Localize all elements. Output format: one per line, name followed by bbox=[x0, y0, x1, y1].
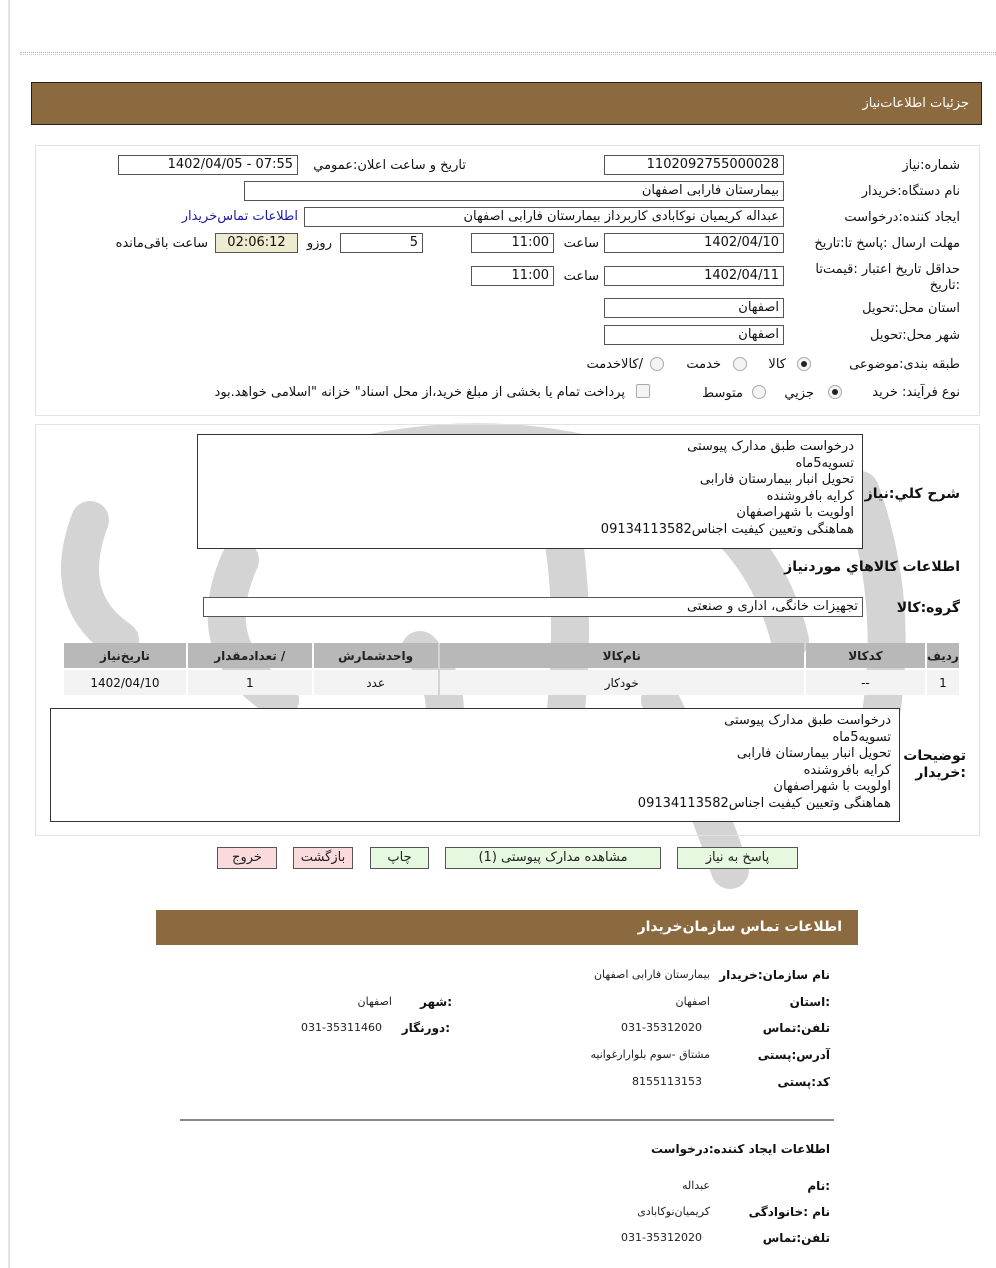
cell-unit: عدد bbox=[314, 670, 438, 695]
top-divider bbox=[20, 52, 996, 55]
province-label: استان محل:تحویل bbox=[862, 301, 960, 316]
col-date: تاریخ‌نیاز bbox=[64, 643, 186, 668]
city-label: شهر محل:تحویل bbox=[870, 328, 960, 343]
col-unit: واحدشمارش bbox=[314, 643, 438, 668]
days-label: روزو bbox=[306, 236, 332, 251]
print-button[interactable]: چاپ bbox=[370, 847, 429, 869]
buyer-city-label: :شهر bbox=[420, 995, 452, 1009]
validity-date-field[interactable]: 1402/04/11 bbox=[604, 266, 784, 286]
remaining-label: ساعت باقی‌مانده bbox=[115, 236, 208, 251]
col-name: نام‌کالا bbox=[440, 643, 804, 668]
validity-time-field[interactable]: 11:00 bbox=[471, 266, 554, 286]
buyer-notes-line: تسویه5ماه bbox=[832, 729, 891, 745]
buyer-fax-label: :دورنگار bbox=[401, 1021, 450, 1035]
treasury-payment-note: پرداخت تمام یا بخشی از مبلغ خرید،از محل اسناد" خزانه "اسلامی خواهد.بود bbox=[214, 385, 625, 400]
announce-label: تاریخ و ساعت اعلان:عمومي bbox=[313, 158, 466, 173]
buyer-notes-textarea[interactable] bbox=[50, 708, 900, 822]
process-label: نوع فرآیند: خرید bbox=[872, 385, 960, 400]
description-line: تسویه5ماه bbox=[795, 455, 854, 471]
table-row[interactable] bbox=[64, 670, 959, 695]
creator-last-name-label: نام :خانوادگی bbox=[748, 1205, 830, 1219]
remaining-timer: 02:06:12 bbox=[215, 233, 298, 253]
view-attachments-button[interactable]: مشاهده مدارک پیوستی (1) bbox=[445, 847, 661, 869]
goods-table bbox=[62, 641, 961, 697]
buyer-notes-line: درخواست طبق مدارک پیوستی bbox=[724, 713, 891, 728]
goods-group-field[interactable]: تجهیزات خانگی، اداری و صنعتی bbox=[203, 597, 863, 617]
cell-date: 1402/04/10 bbox=[64, 670, 186, 695]
buyer-org-field[interactable]: بیمارستان فارابی اصفهان bbox=[244, 181, 784, 201]
col-code: کدکالا bbox=[806, 643, 925, 668]
buyer-postal-value: 8155113153 bbox=[632, 1075, 702, 1088]
buyer-contact-link[interactable]: اطلاعات تماس‌خریدار bbox=[181, 209, 298, 224]
treasury-payment-checkbox[interactable] bbox=[636, 384, 650, 398]
process-radio-minor[interactable] bbox=[828, 385, 842, 399]
validity-label: حداقل تاریخ اعتبار :قیمت‌تا :تاریخ bbox=[815, 262, 960, 293]
buyer-city-value: اصفهان bbox=[357, 995, 392, 1008]
buyer-province-value: اصفهان bbox=[675, 995, 710, 1008]
creator-first-name-label: :نام bbox=[807, 1179, 830, 1193]
buyer-contact-header bbox=[156, 910, 858, 945]
cell-code: -- bbox=[806, 670, 925, 695]
process-radio-medium[interactable] bbox=[752, 385, 766, 399]
deadline-date-field[interactable]: 1402/04/10 bbox=[604, 233, 784, 253]
left-border bbox=[8, 0, 10, 1268]
description-line: درخواست طبق مدارک پیوستی bbox=[687, 439, 854, 454]
need-number-field[interactable]: 1102092755000028 bbox=[604, 155, 784, 175]
creator-last-name-value: کریمیان‌نوکابادی bbox=[637, 1205, 710, 1218]
col-row: ردیف bbox=[927, 643, 959, 668]
description-line: اولویت با شهراصفهان bbox=[736, 505, 854, 520]
buyer-notes-line: هماهنگی وتعیین کیفیت اجناس09134113582 bbox=[637, 795, 891, 811]
back-button[interactable]: بازگشت bbox=[293, 847, 353, 869]
description-textarea[interactable] bbox=[197, 434, 863, 549]
buyer-postal-label: کد:پستی bbox=[777, 1075, 830, 1089]
buyer-fax-value: 031-35311460 bbox=[301, 1021, 382, 1034]
buyer-org-name-value: بیمارستان فارابی اصفهان bbox=[593, 968, 710, 981]
description-line: کرایه بافروشنده bbox=[766, 488, 854, 504]
days-field[interactable]: 5 bbox=[340, 233, 423, 253]
goods-group-label: گروه:کالا bbox=[896, 600, 960, 616]
description-line: تحویل انبار بیمارستان فارابی bbox=[699, 472, 854, 487]
creator-info-title: اطلاعات ایجاد کننده:درخواست bbox=[650, 1142, 830, 1156]
description-line: هماهنگی وتعیین کیفیت اجناس09134113582 bbox=[600, 521, 854, 537]
page-header-title: جزئیات اطلاعات‌نیاز bbox=[862, 96, 969, 111]
announce-field[interactable]: 1402/04/05 - 07:55 bbox=[118, 155, 298, 175]
buyer-contact-title: اطلاعات تماس سازمان‌خریدار bbox=[637, 919, 842, 935]
creator-first-name-value: عبداله bbox=[682, 1179, 710, 1192]
category-radio-goods[interactable] bbox=[797, 357, 811, 371]
cell-name: خودکار bbox=[440, 670, 804, 695]
goods-section-title: اطلاعات کالاهاي موردنیاز bbox=[784, 559, 960, 575]
category-option-service: خدمت bbox=[686, 357, 721, 372]
buyer-notes-line: کرایه بافروشنده bbox=[803, 762, 891, 778]
buyer-address-label: آدرس:پستی bbox=[757, 1048, 830, 1062]
buyer-address-value: مشتاق -سوم بلوارارغوانیه bbox=[590, 1048, 710, 1061]
category-option-goods: کالا bbox=[768, 357, 786, 372]
city-field[interactable]: اصفهان bbox=[604, 325, 784, 345]
cell-qty: 1 bbox=[188, 670, 312, 695]
need-number-label: شماره:نیاز bbox=[902, 158, 960, 173]
deadline-time-field[interactable]: 11:00 bbox=[471, 233, 554, 253]
category-option-both: /کالاخدمت bbox=[586, 357, 643, 372]
creator-phone-label: تلفن:تماس bbox=[762, 1231, 830, 1245]
category-radio-service[interactable] bbox=[733, 357, 747, 371]
validity-time-label: ساعت bbox=[563, 269, 599, 284]
deadline-label: مهلت ارسال :پاسخ تا:تاریخ bbox=[814, 236, 960, 251]
buyer-notes-line: تحویل انبار بیمارستان فارابی bbox=[736, 746, 891, 761]
cell-row: 1 bbox=[927, 670, 959, 695]
creator-field[interactable]: عبداله کریمیان نوکابادی کاربرداز بیمارستان فارابی اصفهان bbox=[304, 207, 784, 227]
process-option-minor: جزیي bbox=[784, 386, 814, 401]
description-label: شرح کلي:نیاز bbox=[864, 486, 960, 502]
buyer-notes-line: اولویت با شهراصفهان bbox=[773, 779, 891, 794]
respond-button[interactable]: پاسخ به نیاز bbox=[677, 847, 798, 869]
buyer-notes-label: توضیحات :خریدار bbox=[903, 748, 966, 781]
category-radio-both[interactable] bbox=[650, 357, 664, 371]
col-qty: / تعدادمقدار bbox=[188, 643, 312, 668]
creator-phone-value: 031-35312020 bbox=[621, 1231, 702, 1244]
buyer-org-label: نام دستگاه:خریدار bbox=[861, 184, 960, 199]
page-header-bar bbox=[31, 82, 982, 125]
buyer-org-name-label: نام سازمان:خریدار bbox=[719, 968, 830, 982]
creator-label: ایجاد کننده:درخواست bbox=[844, 210, 960, 225]
category-label: طبقه بندی:موضوعی bbox=[849, 357, 960, 372]
process-option-medium: متوسط bbox=[702, 386, 743, 401]
buyer-province-label: :استان bbox=[789, 995, 830, 1009]
deadline-time-label: ساعت bbox=[563, 236, 599, 251]
goods-table-header bbox=[64, 643, 959, 668]
buyer-phone-value: 031-35312020 bbox=[621, 1021, 702, 1034]
section-divider bbox=[180, 1119, 834, 1121]
buyer-phone-label: تلفن:تماس bbox=[762, 1021, 830, 1035]
exit-button[interactable]: خروج bbox=[217, 847, 277, 869]
province-field[interactable]: اصفهان bbox=[604, 298, 784, 318]
